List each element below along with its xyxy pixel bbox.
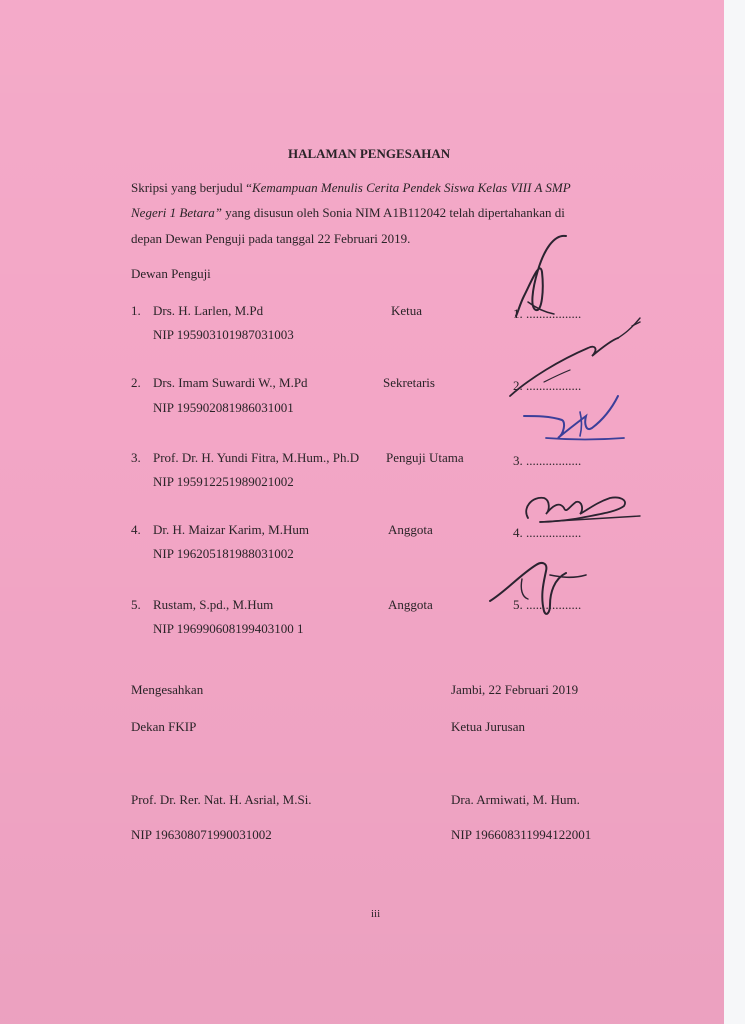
board-heading: Dewan Penguji (131, 266, 211, 281)
page-title: HALAMAN PENGESAHAN (288, 146, 451, 161)
examiner-nip: NIP 195903101987031003 (153, 327, 294, 342)
examiner-name: Dr. H. Maizar Karim, M.Hum (153, 522, 309, 537)
signature-line: 4. ................. (513, 525, 582, 540)
examiner-nip: NIP 195902081986031001 (153, 400, 294, 415)
signature-line: 1. ................. (513, 306, 582, 321)
dean-name: Prof. Dr. Rer. Nat. H. Asrial, M.Si. (131, 792, 312, 807)
head-title: Ketua Jurusan (451, 719, 526, 734)
signature-1 (510, 230, 580, 325)
signature-3 (522, 392, 632, 447)
signature-line: 5. ................. (513, 597, 582, 612)
approval-label: Mengesahkan (131, 682, 204, 697)
examiner-name: Rustam, S.pd., M.Hum (153, 597, 274, 612)
thesis-title-cont: Negeri 1 Betara” (131, 205, 222, 220)
intro-line-3: depan Dewan Penguji pada tanggal 22 Februari 2019. (131, 231, 411, 246)
examiner-number: 2. (131, 375, 141, 390)
examiner-number: 4. (131, 522, 141, 537)
examiner-nip: NIP 196205181988031002 (153, 546, 294, 561)
dean-nip: NIP 196308071990031002 (131, 827, 272, 842)
dean-title: Dekan FKIP (131, 719, 197, 734)
scan-edge (724, 0, 745, 1024)
examiner-number: 1. (131, 303, 141, 318)
examiner-name: Drs. Imam Suwardi W., M.Pd (153, 375, 308, 390)
head-name: Dra. Armiwati, M. Hum. (451, 792, 580, 807)
intro-line-1 (131, 180, 571, 196)
examiner-role: Ketua (391, 303, 423, 318)
place-date: Jambi, 22 Februari 2019 (451, 682, 579, 697)
page-number: iii (371, 908, 381, 920)
intro-line-2 (131, 205, 565, 221)
examiner-role: Penguji Utama (386, 450, 464, 465)
examiner-role: Sekretaris (383, 375, 435, 390)
signature-line: 3. ................. (513, 453, 582, 468)
examiner-name: Prof. Dr. H. Yundi Fitra, M.Hum., Ph.D (153, 450, 360, 465)
thesis-title: Kemampuan Menulis Cerita Pendek Siswa Kelas VIII A SMP (251, 180, 571, 195)
intro-text: Skripsi yang berjudul “ (131, 180, 252, 195)
examiner-number: 3. (131, 450, 141, 465)
signature-line: 2. ................. (513, 378, 582, 393)
signature-5 (486, 555, 601, 620)
examiner-number: 5. (131, 597, 141, 612)
examiner-nip: NIP 196990608199403100 1 (153, 621, 304, 636)
examiner-nip: NIP 195912251989021002 (153, 474, 294, 489)
examiner-name: Drs. H. Larlen, M.Pd (153, 303, 264, 318)
head-nip: NIP 196608311994122001 (451, 827, 592, 842)
signature-4 (520, 484, 645, 529)
intro-text: yang disusun oleh Sonia NIM A1B112042 telah dipertahankan di (222, 205, 565, 220)
examiner-role: Anggota (388, 597, 433, 612)
signature-2 (500, 312, 650, 402)
examiner-role: Anggota (388, 522, 433, 537)
